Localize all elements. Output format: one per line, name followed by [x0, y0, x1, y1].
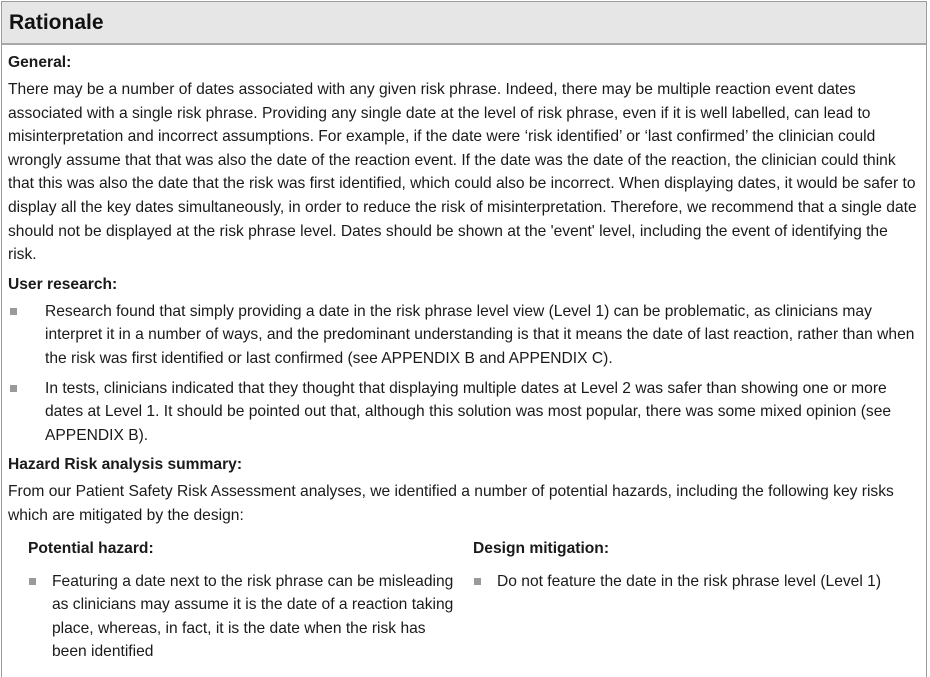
list-item-text: Research found that simply providing a date in the risk phrase level view (Level 1) can be problematic, as clinicians may interpret it in a number of ways, and the predominant understanding is that it means the date of last reaction, rather than when the risk was first identified or last confirmed (see APPENDIX B and APPENDIX C).: [45, 302, 915, 367]
general-body: There may be a number of dates associated with any given risk phrase. Indeed, there may be multiple reaction event dates associated with a single risk phrase. Providing any single date at the level of risk phrase, even if it is well labelled, can lead to misinterpretation and incorrect assumptions. For example, if the date were ‘risk identified’ or ‘last confirmed’ the clinician could wrongly assume that that was also the date of the reaction event. If the date was the date of the reaction, the clinician could think that this was also the date that the risk was first identified, which could also be incorrect. When displaying dates, it would be safer to display all the key dates simultaneously, in order to reduce the risk of misinterpretation. Therefore, we recommend that a single date should not be displayed at the risk phrase level. Dates should be shown at the 'event' level, including the event of identifying the risk.: [8, 81, 917, 264]
square-bullet-icon: [29, 578, 36, 585]
panel-content: [2, 52, 926, 664]
general-heading: General:: [8, 54, 72, 71]
square-bullet-icon: [10, 385, 17, 392]
hazard-intro: From our Patient Safety Risk Assessment analyses, we identified a number of potential hazards, including the following key risks which are mitigated by the design:: [8, 483, 894, 524]
hazard-table: [8, 538, 920, 664]
hazard-list: [28, 570, 463, 664]
user-research-heading: User research:: [8, 275, 118, 293]
list-item: [8, 377, 920, 448]
user-research-list: [8, 300, 920, 448]
mitigation-item-text: Do not feature the date in the risk phrase level (Level 1): [497, 572, 882, 590]
mitigation-column-header: Design mitigation:: [473, 539, 610, 557]
rationale-panel: [1, 1, 927, 677]
list-item-text: In tests, clinicians indicated that they thought that displaying multiple dates at Level 2 was safer than showing one or more dates at Level 1. It should be pointed out that, although this solution was most popular, there was some mixed opinion (see APPENDIX B).: [45, 379, 892, 444]
hazard-item: [28, 570, 463, 664]
hazard-column: [8, 538, 471, 664]
mitigation-item: [473, 570, 920, 594]
hazard-heading: Hazard Risk analysis summary:: [8, 456, 243, 474]
hazard-item-text: Featuring a date next to the risk phrase can be misleading as clinicians may assume it is the date of a reaction taking place, whereas, in fact, it is the date when the risk has been identified: [52, 572, 454, 661]
mitigation-column: [471, 538, 920, 664]
hazard-column-header: Potential hazard:: [28, 539, 154, 557]
square-bullet-icon: [474, 578, 481, 585]
square-bullet-icon: [10, 308, 17, 315]
panel-title: Rationale: [9, 11, 104, 34]
panel-header: [2, 2, 926, 45]
mitigation-list: [473, 570, 920, 594]
list-item: [8, 300, 920, 371]
